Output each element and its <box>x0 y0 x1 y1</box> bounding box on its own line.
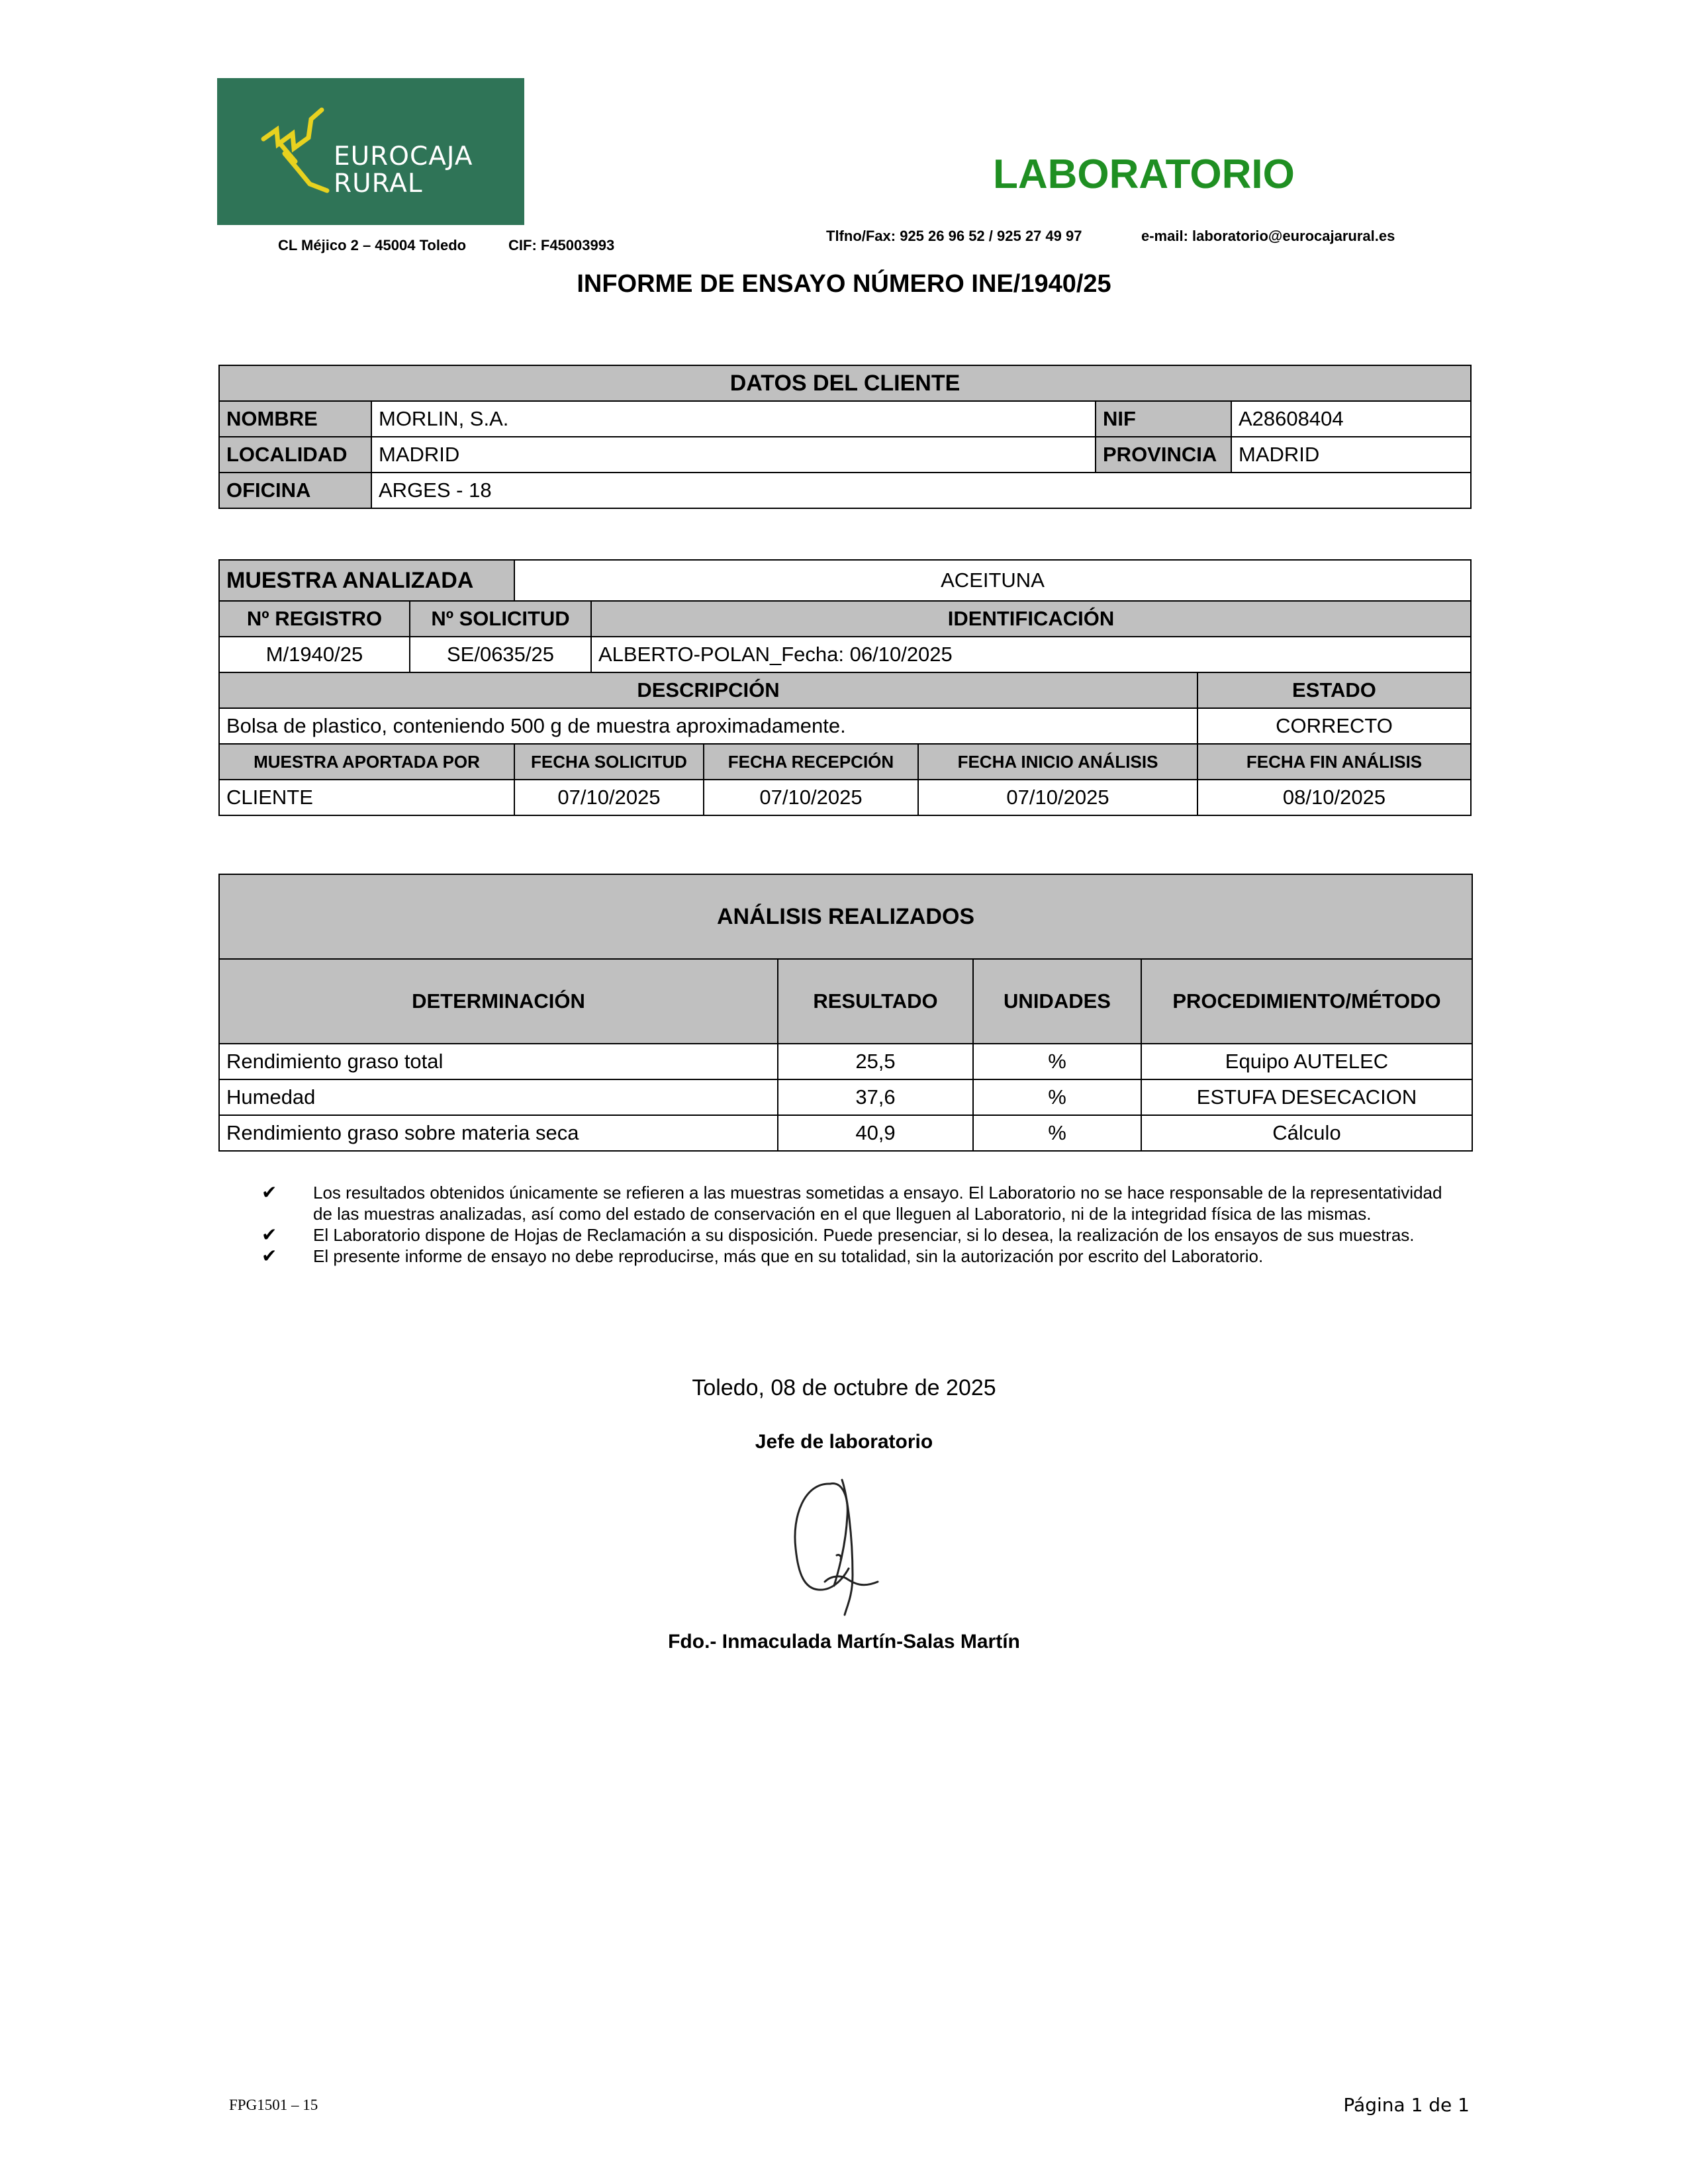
provincia-value: MADRID <box>1231 437 1471 473</box>
analysis-table <box>218 874 1473 1152</box>
phone: Tlfno/Fax: 925 26 96 52 / 925 27 49 97 <box>826 228 1082 244</box>
descripcion-value: Bolsa de plastico, conteniendo 500 g de muestra aproximadamente. <box>219 708 1197 744</box>
table-row <box>219 1044 1472 1079</box>
signer-name: Fdo.- Inmaculada Martín-Salas Martín <box>668 1631 1020 1653</box>
identificacion-label: IDENTIFICACIÓN <box>591 601 1471 637</box>
resultado-cell: 37,6 <box>778 1079 973 1115</box>
analysis-heading: ANÁLISIS REALIZADOS <box>219 874 1472 959</box>
col-fecha-recepcion: FECHA RECEPCIÓN <box>704 744 918 780</box>
estado-label: ESTADO <box>1197 672 1471 708</box>
col-fecha-solicitud: FECHA SOLICITUD <box>514 744 704 780</box>
address: CL Méjico 2 – 45004 Toledo <box>278 237 467 253</box>
col-resultado: RESULTADO <box>778 959 973 1044</box>
determinacion-cell: Rendimiento graso sobre materia seca <box>219 1115 778 1151</box>
sample-value: ACEITUNA <box>514 560 1471 601</box>
oficina-value: ARGES - 18 <box>371 473 1471 508</box>
form-code: FPG1501 – 15 <box>229 2097 318 2113</box>
procedimiento-cell: Equipo AUTELEC <box>1141 1044 1472 1079</box>
col-procedimiento: PROCEDIMIENTO/MÉTODO <box>1141 959 1472 1044</box>
logo-mark-icon <box>258 105 338 197</box>
fecha-recepcion-value: 07/10/2025 <box>704 780 918 815</box>
registro-value: M/1940/25 <box>219 637 410 672</box>
procedimiento-cell: Cálculo <box>1141 1115 1472 1151</box>
unidades-cell: % <box>973 1044 1141 1079</box>
notes-list <box>261 1182 1460 1267</box>
oficina-label: OFICINA <box>219 473 371 508</box>
nombre-value: MORLIN, S.A. <box>371 401 1096 437</box>
solicitud-value: SE/0635/25 <box>410 637 591 672</box>
col-fecha-inicio: FECHA INICIO ANÁLISIS <box>918 744 1197 780</box>
procedimiento-cell: ESTUFA DESECACION <box>1141 1079 1472 1115</box>
sample-heading: MUESTRA ANALIZADA <box>219 560 514 601</box>
sample-table <box>218 559 1472 816</box>
page-number: Página 1 de 1 <box>1343 2094 1470 2116</box>
fecha-inicio-value: 07/10/2025 <box>918 780 1197 815</box>
signer-role: Jefe de laboratorio <box>755 1431 933 1453</box>
localidad-label: LOCALIDAD <box>219 437 371 473</box>
aportada-por-value: CLIENTE <box>219 780 514 815</box>
nif-value: A28608404 <box>1231 401 1471 437</box>
descripcion-label: DESCRIPCIÓN <box>219 672 1197 708</box>
checkmark-icon: ✔ <box>261 1245 277 1267</box>
nif-label: NIF <box>1096 401 1231 437</box>
logo-line-2: RURAL <box>334 169 423 199</box>
note-item <box>261 1246 1460 1267</box>
client-heading: DATOS DEL CLIENTE <box>219 365 1471 401</box>
estado-value: CORRECTO <box>1197 708 1471 744</box>
email: e-mail: laboratorio@eurocajarural.es <box>1141 228 1395 244</box>
eurocaja-logo <box>217 78 524 225</box>
note-item <box>261 1182 1460 1224</box>
logo-line-1: EUROCAJA <box>334 142 473 171</box>
identificacion-value: ALBERTO-POLAN_Fecha: 06/10/2025 <box>591 637 1471 672</box>
col-determinacion: DETERMINACIÓN <box>219 959 778 1044</box>
checkmark-icon: ✔ <box>261 1181 277 1203</box>
cif: CIF: F45003993 <box>508 237 615 253</box>
unidades-cell: % <box>973 1115 1141 1151</box>
resultado-cell: 25,5 <box>778 1044 973 1079</box>
signature-image <box>778 1476 904 1621</box>
table-row <box>219 1079 1472 1115</box>
table-row <box>219 1115 1472 1151</box>
fecha-solicitud-value: 07/10/2025 <box>514 780 704 815</box>
report-title: INFORME DE ENSAYO NÚMERO INE/1940/25 <box>577 270 1111 298</box>
determinacion-cell: Humedad <box>219 1079 778 1115</box>
fecha-fin-value: 08/10/2025 <box>1197 780 1471 815</box>
localidad-value: MADRID <box>371 437 1096 473</box>
note-text: Los resultados obtenidos únicamente se refieren a las muestras sometidas a ensayo. El Laboratorio no se hace responsable de la representatividad de las muestras analizadas, así como del estado de conservación en el que lleguen al Laboratorio, ni de la integridad física de las mismas. <box>313 1183 1442 1224</box>
solicitud-label: Nº SOLICITUD <box>410 601 591 637</box>
nombre-label: NOMBRE <box>219 401 371 437</box>
note-text: El Laboratorio dispone de Hojas de Reclamación a su disposición. Puede presenciar, si lo desea, la realización de los ensayos de sus muestras. <box>313 1225 1415 1245</box>
place-date: Toledo, 08 de octubre de 2025 <box>692 1375 996 1400</box>
note-text: El presente informe de ensayo no debe reproducirse, más que en su totalidad, sin la autorización por escrito del Laboratorio. <box>313 1246 1264 1266</box>
resultado-cell: 40,9 <box>778 1115 973 1151</box>
logo-text <box>334 143 473 197</box>
col-fecha-fin: FECHA FIN ANÁLISIS <box>1197 744 1471 780</box>
col-aportada-por: MUESTRA APORTADA POR <box>219 744 514 780</box>
col-unidades: UNIDADES <box>973 959 1141 1044</box>
lab-title: LABORATORIO <box>993 152 1295 197</box>
checkmark-icon: ✔ <box>261 1224 277 1246</box>
registro-label: Nº REGISTRO <box>219 601 410 637</box>
client-table <box>218 365 1472 509</box>
unidades-cell: % <box>973 1079 1141 1115</box>
determinacion-cell: Rendimiento graso total <box>219 1044 778 1079</box>
provincia-label: PROVINCIA <box>1096 437 1231 473</box>
note-item <box>261 1224 1460 1246</box>
